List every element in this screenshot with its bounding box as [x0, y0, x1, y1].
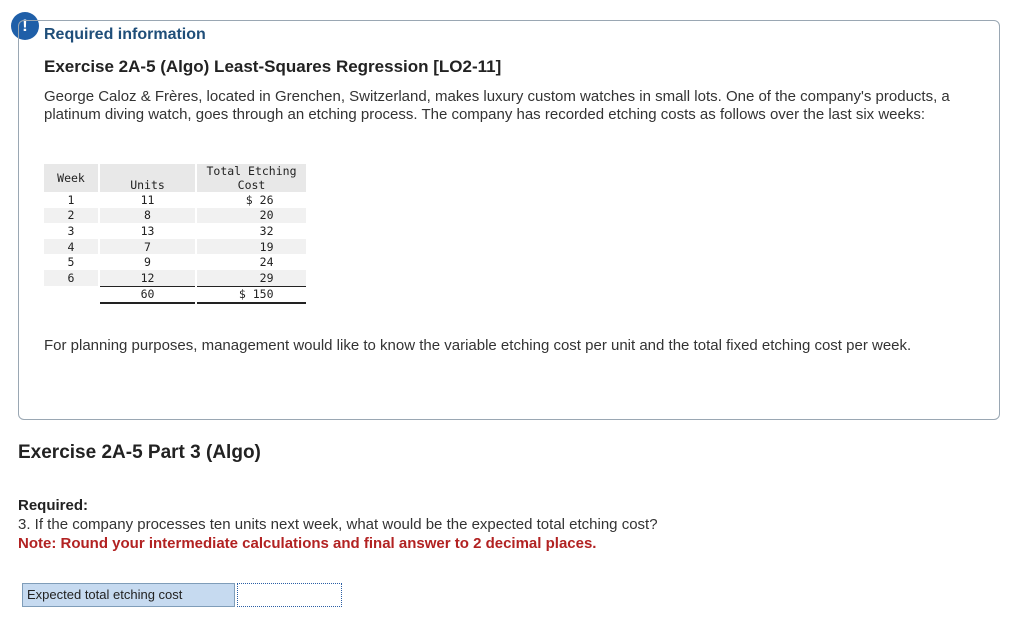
header-units: Units: [100, 164, 195, 192]
part-title: Exercise 2A-5 Part 3 (Algo): [18, 442, 261, 463]
week-cell: 5: [67, 255, 75, 270]
week-cell: 2: [44, 208, 98, 224]
cost-cell: 24: [259, 255, 274, 270]
etching-cost-table: [44, 164, 306, 304]
cost-cell: 19: [259, 239, 274, 254]
week-cell: 1: [67, 192, 75, 207]
header-cost-line1: Total Etching: [206, 164, 297, 178]
rounding-note: Note: Round your intermediate calculations and final answer to 2 decimal places.: [18, 535, 597, 552]
cost-cell: 20: [259, 208, 274, 223]
units-cell: 8: [100, 208, 195, 224]
units-cell: 11: [140, 192, 155, 207]
week-cell: 3: [67, 223, 75, 238]
required-label: Required:: [18, 497, 89, 514]
header-cost-line2: Cost: [237, 178, 266, 192]
week-cell: 4: [44, 239, 98, 255]
table-row: [44, 192, 306, 208]
exercise-title: Exercise 2A-5 (Algo) Least-Squares Regression [LO2-11]: [44, 57, 502, 76]
table-row: [44, 208, 306, 224]
header-week: Week: [44, 164, 98, 192]
total-units-cell: 60: [100, 286, 195, 303]
expected-total-etching-cost-input[interactable]: [237, 583, 342, 607]
cost-cell: 32: [259, 223, 274, 238]
table-header-row: [44, 164, 306, 192]
cost-cell: 29: [259, 270, 274, 285]
planning-paragraph: For planning purposes, management would like to know the variable etching cost per unit and the total fixed etching cost per week.: [44, 337, 912, 354]
total-cost-cell: $ 150: [238, 287, 274, 302]
table-row: [44, 223, 306, 239]
expected-total-etching-cost-label: Expected total etching cost: [22, 583, 235, 607]
table-row: [44, 254, 306, 270]
units-cell: 9: [144, 255, 151, 270]
required-information-heading: Required information: [44, 26, 206, 43]
alert-icon: !: [11, 12, 39, 40]
header-total-etching-cost: [197, 164, 306, 192]
cost-cell: $ 26: [245, 192, 274, 207]
table-row: [44, 239, 306, 255]
units-cell: 7: [100, 239, 195, 255]
question-text: 3. If the company processes ten units next week, what would be the expected total etching cost?: [18, 516, 658, 533]
units-cell: 12: [100, 270, 195, 286]
table-total-row: [44, 286, 306, 303]
week-cell: 6: [44, 270, 98, 286]
intro-paragraph: George Caloz & Frères, located in Grenchen, Switzerland, makes luxury custom watches in small lots. One of the company's products, a platinum diving watch, goes through an etching process. The company has recorded etching costs as follows over the last six weeks:: [44, 88, 950, 123]
units-cell: 13: [140, 223, 155, 238]
table-row: [44, 270, 306, 286]
